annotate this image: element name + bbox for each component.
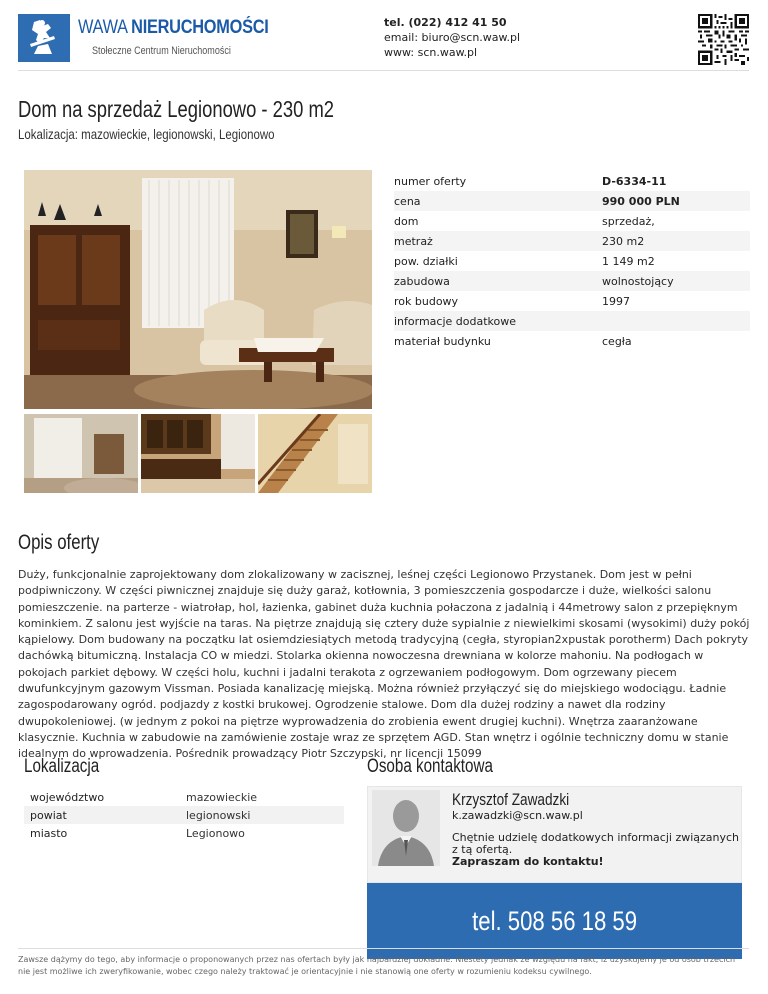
- detail-row-additional-info: [394, 311, 750, 331]
- company-logo: [18, 14, 70, 62]
- detail-row-year-built: [394, 291, 750, 311]
- detail-label: informacje dodatkowe: [394, 314, 517, 328]
- location-row-city: [24, 824, 344, 842]
- detail-value: sprzedaż,: [602, 214, 655, 228]
- detail-row-area: [394, 231, 750, 251]
- location-label: powiat: [30, 808, 67, 822]
- agent-name: Krzysztof Zawadzki: [452, 790, 570, 809]
- thumbnail-2[interactable]: [141, 414, 255, 493]
- detail-value: 990 000 PLN: [602, 194, 680, 208]
- agent-cta: Zapraszam do kontaktu!: [452, 855, 604, 868]
- header-contact: [384, 15, 520, 60]
- detail-label: dom: [394, 214, 419, 228]
- location-heading: Lokalizacja: [24, 756, 100, 777]
- thumbnail-1[interactable]: [24, 414, 138, 493]
- detail-value: 1997: [602, 294, 630, 308]
- detail-value: 230 m2: [602, 234, 645, 248]
- location-value: Legionowo: [186, 826, 245, 840]
- disclaimer: Zawsze dążymy do tego, aby informacje o proponowanych przez nas ofertach były jak najbardziej dokładne. Niestety jednak ze względu na fakt, iż uzyskujemy je od osób trzecich nie jest możliwe ich zweryfikowanie, wobec czego należy traktować je orientacyjnie i nie stanowią one oferty w rozumieniu kodeksu cywilnego.: [18, 955, 736, 976]
- detail-row-material: [394, 331, 750, 351]
- detail-label: rok budowy: [394, 294, 459, 308]
- agent-avatar: [372, 790, 440, 866]
- detail-value: wolnostojący: [602, 274, 674, 288]
- header-phone[interactable]: tel. (022) 412 41 50: [384, 16, 507, 29]
- brand-name: [78, 17, 269, 39]
- listing-location: Lokalizacja: mazowieckie, legionowski, Legionowo: [18, 126, 275, 142]
- detail-row-price: [394, 191, 750, 211]
- footer-divider: [18, 948, 749, 949]
- detail-value: 1 149 m2: [602, 254, 655, 268]
- agent-phone[interactable]: tel. 508 56 18 59: [472, 905, 637, 936]
- location-label: miasto: [30, 826, 68, 840]
- detail-label: zabudowa: [394, 274, 450, 288]
- brand-name-bold: NIERUCHOMOŚCI: [131, 17, 269, 38]
- location-row-county: [24, 806, 344, 824]
- header-website[interactable]: www: scn.waw.pl: [384, 46, 478, 59]
- detail-row-building-type: [394, 271, 750, 291]
- agent-message: [452, 832, 742, 868]
- description-text: Duży, funkcjonalnie zaprojektowany dom zlokalizowany w zacisznej, leśnej części Legionowo Przystanek. Dom jest w pełni podpiwniczony. W części piwnicznej znajduje się duży garaż, kotłownia, 3 pomieszczenia gospodarcze i duże, wielkości salonu pomieszczenie. na parterze - wiatrołap, hol, łazienka, gabinet duża kuchnia połaczona z jadalnią i 44metrowy salon z przepięknym kominkiem. Z salonu jest wyjście na taras. Na piętrze znajdują się cztery duże sypialnie z niewielkimi skosami (wysokimi) duży pokój kąpielowy. Dom budowany na początku lat osiemdziesiątych metodą tradycyjną (cegła, styropian2xpustak porotherm) Dach pokryty dachówką bitumiczną. Instalacja CO w miedzi. Stolarka okienna nowoczesna drewniana w kolorze mahoniu. Na podłogach w pokojach parkiet dębowy. W części holu, kuchni i jadalni terakota z ogrzewaniem podłogowym. Dom ogrzewany piecem dwufunkcyjnym gazowym Vissman. Posiada kanalizację miejską. Można również przyłączyć się do miejskiego wodociągu. Ładnie zagospodarowany ogród. podjazdy z kostki brukowej. Ogrodzenie stalowe. Dom dla dużej rodziny a nawet dla rodziny dwupokoleniowej. (w jednym z pokoi na piętrze wyprowadzenia do zrobienia ewent drugiej kuchni). Wnętrza zaaranżowane klasycznie. Kuchnia w zabudowie na zamówienie zostaje wraz ze sprzętem AGD. Stan wnętrz i ogólnie techniczny domu w stanie idealnym do wprowadzenia. Pośrednik prowadzący Piotr Szczypski, nr licencji 15099: [18, 568, 750, 761]
- detail-row-plot-area: [394, 251, 750, 271]
- detail-label: cena: [394, 194, 421, 208]
- brand-name-light: WAWA: [78, 17, 132, 38]
- qr-code: [698, 14, 749, 65]
- detail-label: pow. działki: [394, 254, 458, 268]
- offer-details: [394, 171, 750, 351]
- detail-value: D-6334-11: [602, 174, 667, 188]
- main-photo[interactable]: [24, 170, 372, 409]
- location-value: legionowski: [186, 808, 251, 822]
- location-table: [24, 788, 344, 842]
- detail-row-offer-number: [394, 171, 750, 191]
- contact-person-heading: Osoba kontaktowa: [367, 756, 493, 777]
- thumbnail-3[interactable]: [258, 414, 372, 493]
- detail-label: numer oferty: [394, 174, 467, 188]
- detail-label: materiał budynku: [394, 334, 491, 348]
- location-row-voivodeship: [24, 788, 344, 806]
- description-heading: Opis oferty: [18, 531, 100, 554]
- detail-value: cegła: [602, 334, 632, 348]
- location-value: mazowieckie: [186, 790, 258, 804]
- detail-row-type: [394, 211, 750, 231]
- agent-email[interactable]: k.zawadzki@scn.waw.pl: [452, 809, 583, 822]
- detail-label: metraż: [394, 234, 433, 248]
- header-divider: [18, 70, 749, 71]
- listing-title: Dom na sprzedaż Legionowo - 230 m2: [18, 96, 335, 122]
- location-label: województwo: [30, 790, 105, 804]
- header-email[interactable]: email: biuro@scn.waw.pl: [384, 31, 521, 44]
- brand-subtitle: Stołeczne Centrum Nieruchomości: [92, 45, 231, 57]
- agent-message-text: Chętnie udzielę dodatkowych informacji związanych z tą ofertą.: [452, 831, 740, 856]
